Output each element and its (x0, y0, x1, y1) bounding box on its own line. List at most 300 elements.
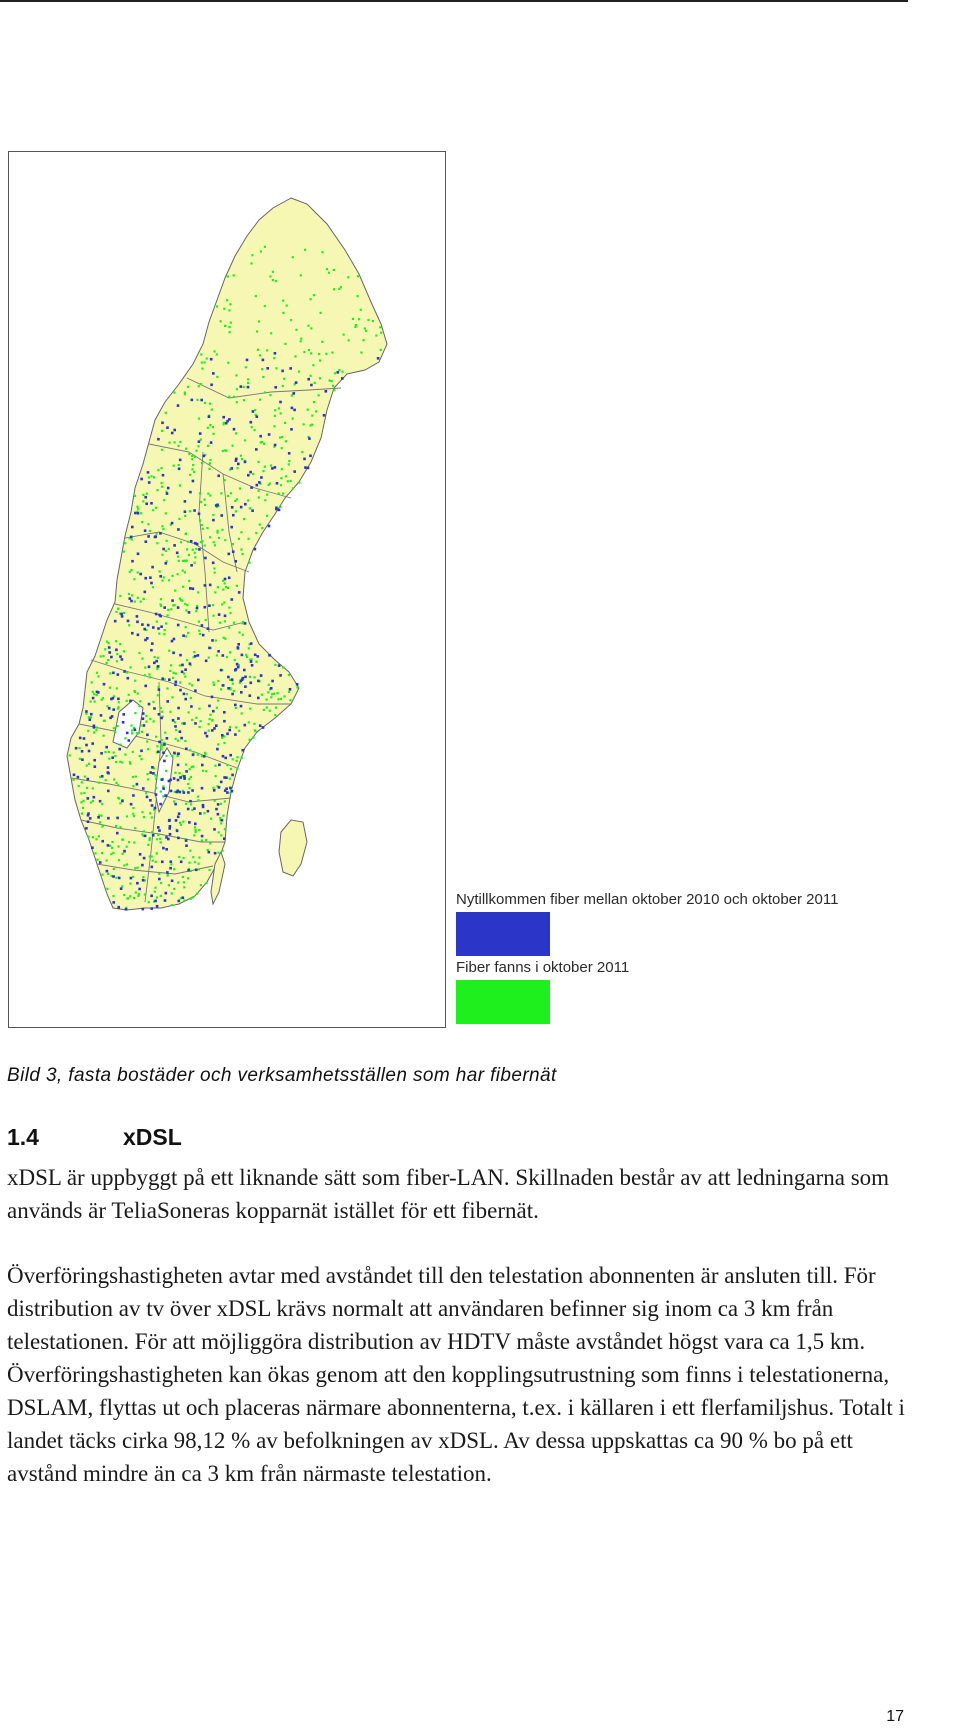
fiber-dot (126, 846, 128, 848)
fiber-dot (156, 533, 158, 535)
fiber-dot (149, 771, 152, 774)
fiber-dot (182, 821, 184, 823)
fiber-dot (147, 535, 150, 538)
fiber-dot (319, 377, 321, 379)
fiber-dot (195, 829, 197, 831)
fiber-dot (151, 766, 154, 769)
fiber-dot (125, 908, 128, 911)
paragraph-intro: xDSL är uppbyggt på ett liknande sätt som fiber-LAN. Skillnaden består av att ledningarna som används är TeliaSoneras kopparnät istället för ett fibernät. (7, 1165, 890, 1223)
fiber-dot (149, 799, 152, 802)
fiber-dot (231, 467, 234, 470)
fiber-dot (167, 609, 169, 611)
fiber-dot (93, 725, 96, 728)
fiber-dot (87, 797, 90, 800)
fiber-dot (278, 509, 281, 512)
fiber-dot (198, 418, 200, 420)
fiber-dot (166, 755, 168, 757)
fiber-dot (250, 682, 253, 685)
fiber-dot (269, 483, 271, 485)
fiber-dot (81, 813, 83, 815)
fiber-dot (158, 686, 160, 688)
fiber-dot (288, 674, 290, 676)
fiber-dot (250, 486, 253, 489)
fiber-dot (211, 639, 214, 642)
fiber-dot (308, 349, 310, 351)
fiber-dot (197, 591, 199, 593)
fiber-dot (208, 723, 210, 725)
fiber-dot (174, 604, 176, 606)
fiber-dot (255, 295, 257, 297)
fiber-dot (140, 478, 143, 481)
fiber-dot (107, 873, 109, 875)
fiber-dot (173, 429, 176, 432)
fiber-dot (118, 877, 121, 880)
fiber-dot (126, 732, 129, 735)
fiber-dot (163, 606, 166, 609)
fiber-dot (134, 712, 136, 714)
fiber-dot (179, 664, 181, 666)
fiber-dot (120, 887, 123, 890)
fiber-dot (176, 830, 179, 833)
fiber-dot (243, 399, 245, 401)
fiber-dot (183, 791, 186, 794)
fiber-dot (232, 550, 235, 553)
fiber-dot (234, 659, 236, 661)
fiber-dot (126, 897, 128, 899)
fiber-dot (179, 598, 181, 600)
fiber-dot (185, 626, 187, 628)
fiber-dot (264, 246, 266, 248)
fiber-dot (194, 456, 196, 458)
fiber-dot (282, 493, 284, 495)
fiber-dot (262, 470, 264, 472)
fiber-dot (123, 650, 125, 652)
fiber-dot (198, 513, 201, 516)
fiber-dot (188, 821, 191, 824)
fiber-dot (165, 848, 168, 851)
fiber-dot (136, 882, 139, 885)
fiber-dot (331, 352, 333, 354)
fiber-dot (174, 803, 177, 806)
fiber-dot (273, 357, 275, 359)
fiber-dot (222, 416, 225, 419)
fiber-dot (221, 734, 224, 737)
fiber-dot (268, 684, 270, 686)
fiber-dot (228, 396, 230, 398)
fiber-dot (146, 734, 149, 737)
fiber-dot (234, 669, 237, 672)
fiber-dot (198, 630, 200, 632)
fiber-dot (217, 586, 219, 588)
fiber-dot (179, 822, 181, 824)
fiber-dot (245, 366, 247, 368)
fiber-dot (247, 386, 250, 389)
fiber-dot (341, 371, 343, 373)
fiber-dot (266, 706, 268, 708)
fiber-dot (283, 695, 285, 697)
fiber-dot (201, 787, 204, 790)
fiber-dot (179, 776, 182, 779)
fiber-dot (149, 812, 151, 814)
fiber-dot (195, 610, 197, 612)
fiber-dot (188, 580, 190, 582)
fiber-dot (142, 876, 144, 878)
fiber-dot (208, 851, 211, 854)
fiber-dot (174, 590, 176, 592)
fiber-dot (77, 776, 80, 779)
fiber-dot (205, 839, 207, 841)
fiber-dot (250, 642, 253, 645)
fiber-dot (274, 664, 276, 666)
fiber-dot (184, 510, 187, 513)
fiber-dot (113, 727, 115, 729)
fiber-dot (320, 312, 322, 314)
fiber-dot (204, 499, 206, 501)
fiber-dot (259, 724, 262, 727)
fiber-dot (163, 743, 166, 746)
fiber-dot (100, 655, 102, 657)
fiber-dot (266, 349, 268, 351)
fiber-dot (119, 802, 121, 804)
fiber-dot (192, 896, 194, 898)
fiber-dot (210, 384, 213, 387)
fiber-dot (109, 687, 111, 689)
fiber-dot (243, 669, 246, 672)
fiber-dot (231, 506, 234, 509)
fiber-dot (177, 404, 180, 407)
fiber-dot (229, 778, 231, 780)
fiber-dot (107, 790, 110, 793)
fiber-dot (143, 628, 146, 631)
fiber-dot (235, 510, 237, 512)
fiber-dot (258, 490, 260, 492)
fiber-dot (147, 471, 150, 474)
fiber-dot (254, 548, 257, 551)
fiber-dot (139, 853, 142, 856)
fiber-dot (227, 495, 229, 497)
fiber-dot (259, 524, 261, 526)
fiber-dot (251, 509, 254, 512)
fiber-dot (177, 707, 180, 710)
fiber-dot (94, 765, 97, 768)
fiber-dot (224, 828, 226, 830)
fiber-dot (190, 898, 192, 900)
fiber-dot (128, 739, 131, 742)
fiber-dot (181, 664, 184, 667)
fiber-dot (201, 624, 204, 627)
fiber-dot (179, 441, 181, 443)
fiber-dot (192, 588, 195, 591)
fiber-dot (164, 629, 166, 631)
fiber-dot (123, 612, 125, 614)
fiber-dot (225, 586, 227, 588)
fiber-dot (222, 450, 224, 452)
fiber-dot (156, 852, 158, 854)
fiber-dot (183, 722, 186, 725)
legend-existing-fiber-label: Fiber fanns i oktober 2011 (456, 959, 630, 976)
fiber-dot (213, 789, 216, 792)
fiber-dot (86, 765, 88, 767)
fiber-dot (229, 651, 231, 653)
fiber-dot (240, 385, 243, 388)
fiber-dot (105, 779, 107, 781)
fiber-dot (288, 691, 290, 693)
fiber-dot (209, 714, 211, 716)
fiber-dot (198, 863, 200, 865)
fiber-dot (145, 715, 147, 717)
fiber-dot (165, 892, 168, 895)
fiber-dot (288, 452, 291, 455)
fiber-dot (163, 499, 165, 501)
fiber-dot (309, 455, 312, 458)
fiber-dot (185, 533, 187, 535)
fiber-dot (144, 496, 147, 499)
fiber-dot (117, 706, 119, 708)
fiber-dot (222, 654, 225, 657)
fiber-dot (157, 834, 159, 836)
fiber-dot (190, 803, 192, 805)
fiber-dot (268, 525, 271, 528)
fiber-dot (117, 906, 120, 909)
fiber-dot (284, 343, 286, 345)
fiber-dot (279, 674, 282, 677)
fiber-dot (157, 469, 159, 471)
fiber-dot (260, 476, 263, 479)
fiber-dot (173, 465, 175, 467)
fiber-dot (146, 796, 149, 799)
fiber-dot (357, 295, 359, 297)
fiber-dot (179, 682, 181, 684)
fiber-dot (121, 658, 124, 661)
fiber-dot (117, 698, 120, 701)
fiber-dot (218, 786, 221, 789)
fiber-dot (152, 701, 154, 703)
fiber-dot (171, 880, 174, 883)
fiber-dot (149, 676, 151, 678)
fiber-dot (112, 875, 115, 878)
fiber-dot (142, 717, 145, 720)
fiber-dot (90, 716, 92, 718)
fiber-dot (289, 688, 292, 691)
fiber-dot (171, 892, 173, 894)
fiber-dot (133, 897, 135, 899)
fiber-dot (89, 817, 92, 820)
fiber-dot (188, 453, 190, 455)
fiber-dot (140, 512, 142, 514)
fiber-dot (140, 750, 143, 753)
fiber-dot (215, 639, 217, 641)
fiber-dot (133, 578, 135, 580)
fiber-dot (115, 640, 117, 642)
fiber-dot (246, 359, 249, 362)
fiber-dot (148, 673, 150, 675)
fiber-dot (161, 711, 163, 713)
fiber-dot (163, 633, 165, 635)
fiber-dot (187, 783, 189, 785)
fiber-dot (187, 632, 189, 634)
fiber-dot (179, 772, 181, 774)
fiber-dot (236, 467, 238, 469)
fiber-dot (206, 735, 209, 738)
fiber-dot (184, 560, 186, 562)
fiber-dot (93, 759, 96, 762)
fiber-dot (69, 754, 71, 756)
fiber-dot (161, 525, 163, 527)
fiber-dot (207, 810, 210, 813)
fiber-dot (134, 728, 137, 731)
fiber-dot (152, 834, 155, 837)
fiber-dot (198, 829, 200, 831)
fiber-dot (203, 755, 206, 758)
fiber-dot (104, 751, 106, 753)
fiber-dot (174, 684, 177, 687)
fiber-dot (161, 748, 163, 750)
fiber-dot (283, 378, 285, 380)
fiber-dot (256, 330, 258, 332)
fiber-dot (294, 355, 296, 357)
fiber-dot (311, 424, 313, 426)
fiber-dot (207, 445, 209, 447)
fiber-dot (140, 724, 142, 726)
fiber-dot (223, 837, 226, 840)
fiber-dot (162, 795, 164, 797)
fiber-dot (303, 458, 306, 461)
fiber-dot (212, 681, 214, 683)
fiber-dot (347, 276, 349, 278)
fiber-dot (247, 474, 250, 477)
fiber-dot (161, 554, 163, 556)
fiber-dot (274, 409, 276, 411)
fiber-dot (161, 778, 164, 781)
fiber-dot (150, 895, 153, 898)
fiber-dot (96, 727, 98, 729)
fiber-dot (231, 790, 234, 793)
fiber-dot (104, 720, 106, 722)
fiber-dot (123, 850, 126, 853)
fiber-dot (119, 826, 121, 828)
fiber-dot (117, 608, 119, 610)
fiber-dot (240, 691, 243, 694)
fiber-dot (195, 831, 197, 833)
fiber-dot (314, 382, 316, 384)
fiber-dot (269, 275, 271, 277)
fiber-dot (169, 670, 171, 672)
fiber-dot (171, 696, 173, 698)
fiber-dot (217, 475, 220, 478)
fiber-dot (132, 876, 134, 878)
fiber-dot (102, 655, 104, 657)
fiber-dot (111, 841, 113, 843)
fiber-dot (189, 491, 192, 494)
fiber-dot (183, 693, 186, 696)
fiber-dot (148, 703, 151, 706)
fiber-dot (213, 828, 216, 831)
fiber-dot (183, 899, 185, 901)
fiber-dot (123, 670, 126, 673)
fiber-dot (142, 787, 145, 790)
fiber-dot (155, 613, 158, 616)
fiber-dot (213, 684, 215, 686)
fiber-dot (75, 747, 78, 750)
fiber-dot (166, 687, 168, 689)
page-number: 17 (886, 1708, 904, 1725)
fiber-dot (235, 374, 237, 376)
fiber-dot (158, 688, 161, 691)
fiber-dot (161, 449, 163, 451)
fiber-dot (153, 720, 155, 722)
fiber-dot (211, 409, 213, 411)
fiber-dot (92, 800, 94, 802)
fiber-dot (171, 432, 174, 435)
fiber-dot (149, 837, 151, 839)
fiber-dot (159, 615, 162, 618)
fiber-dot (152, 626, 155, 629)
fiber-dot (300, 274, 302, 276)
fiber-dot (240, 531, 242, 533)
fiber-dot (228, 326, 230, 328)
fiber-dot (99, 776, 101, 778)
fiber-dot (156, 896, 158, 898)
fiber-dot (258, 496, 260, 498)
fiber-dot (202, 770, 204, 772)
fiber-dot (200, 399, 203, 402)
fiber-dot (137, 634, 140, 637)
fiber-dot (212, 519, 215, 522)
fiber-dot (106, 859, 108, 861)
fiber-dot (150, 649, 153, 652)
fiber-dot (204, 557, 207, 560)
fiber-dot (143, 598, 145, 600)
fiber-dot (165, 622, 167, 624)
fiber-dot (116, 817, 119, 820)
fiber-dot (216, 748, 219, 751)
fiber-dot (236, 388, 238, 390)
fiber-dot (151, 566, 154, 569)
fiber-dot (138, 652, 140, 654)
fiber-dot (137, 867, 139, 869)
fiber-dot (236, 401, 238, 403)
fiber-dot (137, 895, 139, 897)
fiber-dot (109, 845, 111, 847)
fiber-dot (165, 562, 168, 565)
fiber-dot (348, 339, 350, 341)
fiber-dot (237, 646, 240, 649)
fiber-dot (81, 758, 84, 761)
fiber-dot (115, 782, 117, 784)
fiber-dot (163, 760, 166, 763)
fiber-dot (252, 410, 255, 413)
fiber-dot (149, 855, 151, 857)
fiber-dot (106, 641, 108, 643)
fiber-dot (124, 542, 126, 544)
fiber-dot (293, 409, 296, 412)
fiber-dot (212, 604, 214, 606)
fiber-dot (244, 622, 247, 625)
fiber-dot (259, 435, 262, 438)
fiber-dot (78, 785, 80, 787)
fiber-dot (173, 752, 176, 755)
fiber-dot (118, 701, 120, 703)
fiber-dot (169, 711, 171, 713)
fiber-dot (132, 785, 134, 787)
fiber-dot (214, 591, 216, 593)
fiber-dot (228, 577, 231, 580)
fiber-dot (212, 562, 215, 565)
fiber-dot (209, 403, 211, 405)
fiber-dot (131, 538, 133, 540)
fiber-dot (318, 353, 320, 355)
fiber-dot (209, 584, 212, 587)
